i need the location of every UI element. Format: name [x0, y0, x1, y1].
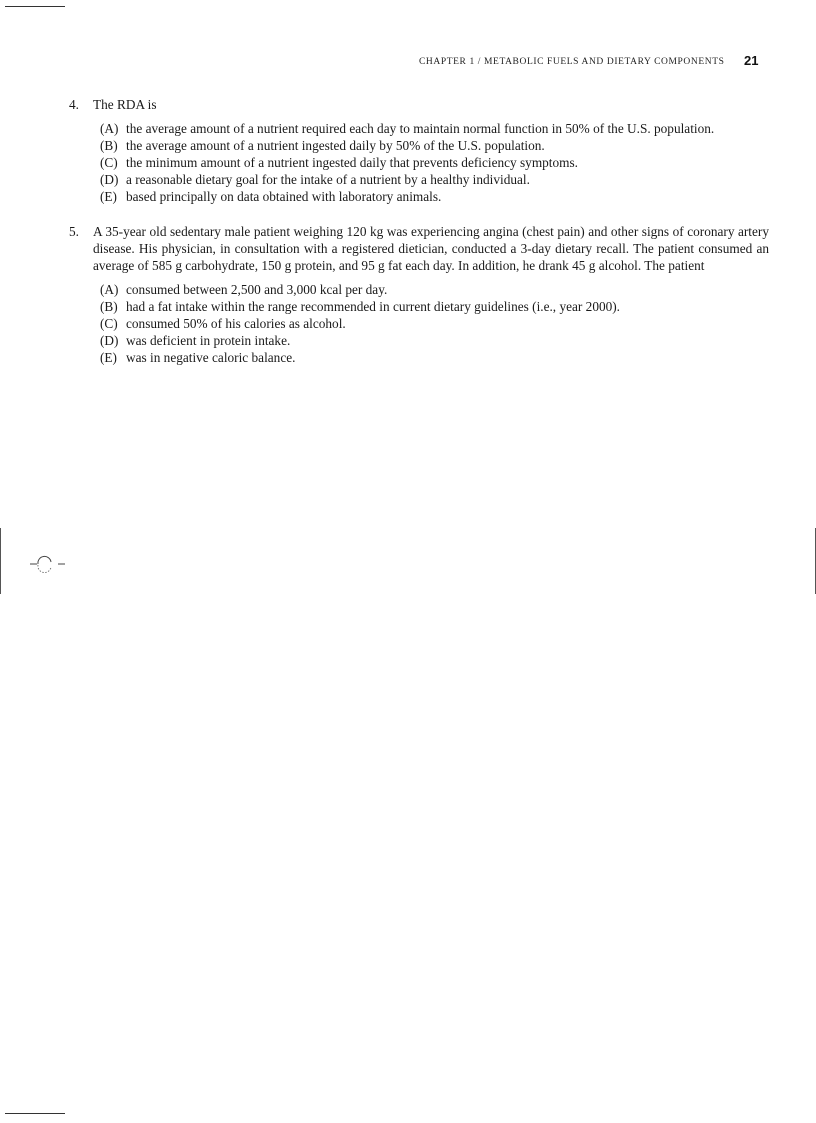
crop-mark-top: [5, 6, 65, 7]
option-text: was deficient in protein intake.: [126, 333, 291, 348]
answer-option: [100, 281, 769, 298]
option-text: the average amount of a nutrient ingested daily by 50% of the U.S. population.: [126, 138, 545, 153]
option-text: the average amount of a nutrient required each day to maintain normal function in 50% of the U.S. population.: [126, 121, 715, 136]
answer-options: [100, 281, 769, 366]
option-letter: (E): [100, 350, 117, 365]
answer-option: [100, 154, 769, 171]
option-text: was in negative caloric balance.: [126, 350, 296, 365]
crop-mark-bottom: [5, 1113, 65, 1114]
running-head: CHAPTER 1 / METABOLIC FUELS AND DIETARY COMPONENTS: [419, 57, 725, 67]
option-letter: (C): [100, 155, 118, 170]
answer-option: [100, 315, 769, 332]
page-number: 21: [744, 53, 759, 68]
option-text: consumed 50% of his calories as alcohol.: [126, 316, 346, 331]
option-letter: (D): [100, 172, 119, 187]
answer-option: [100, 298, 769, 315]
registration-mark-icon: [30, 552, 70, 576]
answer-options: [100, 120, 769, 205]
question-5: [69, 223, 769, 366]
option-text: a reasonable dietary goal for the intake of a nutrient by a healthy individual.: [126, 172, 530, 187]
option-letter: (B): [100, 299, 118, 314]
question-stem: The RDA is: [93, 97, 157, 112]
margin-line-left: [0, 528, 1, 594]
option-letter: (E): [100, 189, 117, 204]
answer-option: [100, 188, 769, 205]
answer-option: [100, 137, 769, 154]
option-letter: (B): [100, 138, 118, 153]
answer-option: [100, 349, 769, 366]
question-number: 4.: [69, 97, 79, 112]
option-text: based principally on data obtained with laboratory animals.: [126, 189, 442, 204]
answer-option: [100, 120, 769, 137]
option-text: the minimum amount of a nutrient ingested daily that prevents deficiency symptoms.: [126, 155, 578, 170]
answer-option: [100, 171, 769, 188]
question-stem: A 35-year old sedentary male patient weighing 120 kg was experiencing angina (chest pain) and other signs of coronary artery disease. His physician, in consultation with a registered dietician, conducted a 3-day dietary recall. The patient consumed an average of 585 g carbohydrate, 150 g protein, and 95 g fat each day. In addition, he drank 45 g alcohol. The patient: [93, 224, 769, 273]
option-letter: (D): [100, 333, 119, 348]
option-letter: (C): [100, 316, 118, 331]
option-text: consumed between 2,500 and 3,000 kcal per day.: [126, 282, 388, 297]
question-number: 5.: [69, 224, 79, 239]
option-letter: (A): [100, 121, 119, 136]
question-4: [69, 96, 769, 205]
option-letter: (A): [100, 282, 119, 297]
answer-option: [100, 332, 769, 349]
option-text: had a fat intake within the range recommended in current dietary guidelines (i.e., year 2000).: [126, 299, 621, 314]
